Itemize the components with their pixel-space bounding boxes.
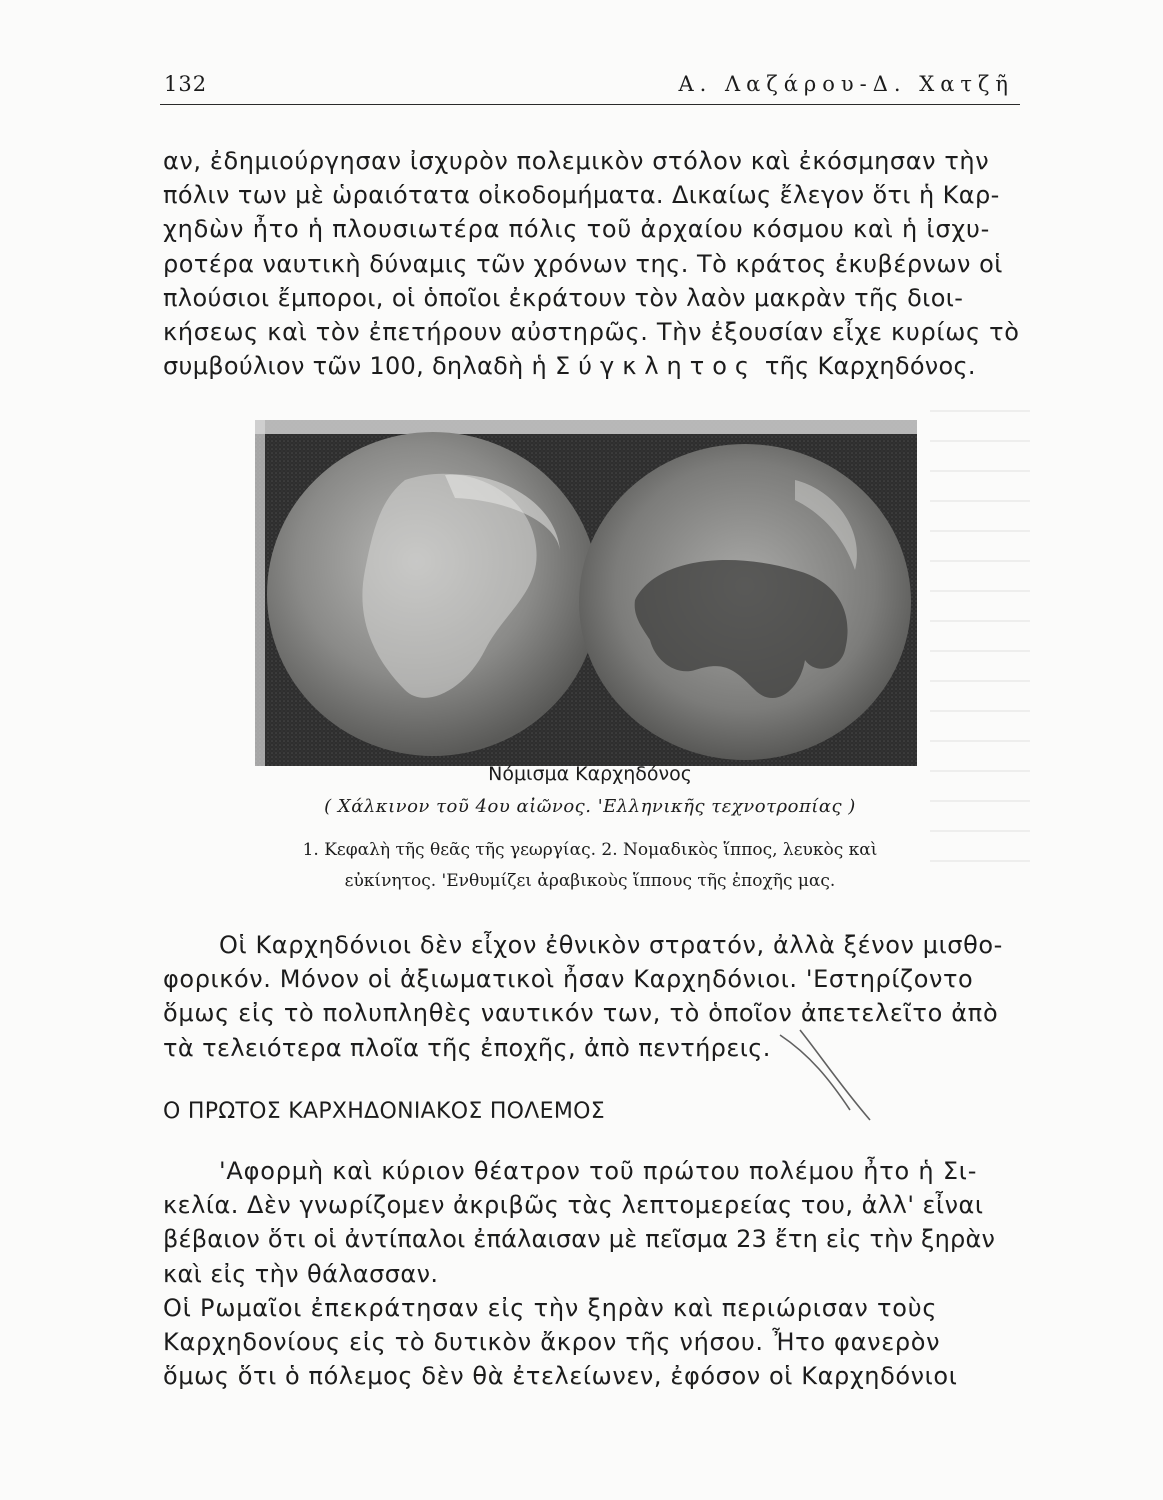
page-number: 132 <box>164 72 208 96</box>
pen-mark <box>770 1025 880 1125</box>
text-line: χηδὼν ἦτο ἡ πλουσιωτέρα πόλις τοῦ ἀρχαίου κόσμου καὶ ἡ ἰσχυ- <box>163 215 991 244</box>
text-line: 'Αφορμὴ καὶ κύριον θέατρον τοῦ πρώτου πολέμου ἦτο ἡ Σι- <box>219 1157 978 1185</box>
text-segment: τῆς Καρχηδόνος. <box>756 352 976 381</box>
show-through-text <box>930 410 1030 890</box>
paragraph-first-war <box>163 1154 1020 1291</box>
text-segment: συμβούλιον τῶν 100, δηλαδὴ ἡ <box>163 352 555 381</box>
text-line-last <box>163 349 1020 383</box>
text-line: Καρχηδονίους εἰς τὸ δυτικὸν ἄκρον τῆς νήσου. Ἦτο φανερὸν <box>163 1328 941 1357</box>
text-line: τὰ τελειότερα πλοῖα τῆς ἐποχῆς, ἀπὸ πεντήρεις. <box>163 1033 771 1062</box>
caption-note-line: 1. Κεφαλὴ τῆς θεᾶς τῆς γεωργίας. 2. Νομαδικὸς ἵππος, λευκὸς καὶ <box>302 840 878 860</box>
text-line: αν, ἐδημιούργησαν ἰσχυρὸν πολεμικὸν στόλον καὶ ἐκόσμησαν τὴν <box>163 147 990 175</box>
running-head: Α. Λαζάρου-Δ. Χατζῆ <box>678 72 1014 96</box>
text-line: πόλιν των μὲ ὡραιότατα οἰκοδομήματα. Δικαίως ἔλεγον ὅτι ἡ Καρ- <box>163 181 1000 210</box>
figure-caption-subtitle: ( Χάλκινον τοῦ 4ου αἰῶνος. 'Ελληνικῆς τεχνοτροπίας ) <box>324 796 856 817</box>
spaced-word-senate: Σύγκλητος <box>554 352 757 381</box>
text-line: κελία. Δὲν γνωρίζομεν ἀκριβῶς τὰς λεπτομερείας του, ἀλλ' εἶναι <box>163 1191 984 1220</box>
figure-caption-note <box>240 835 940 897</box>
text-line: καὶ εἰς τὴν θάλασσαν. <box>163 1259 439 1288</box>
text-line: βέβαιον ὅτι οἱ ἀντίπαλοι ἐπάλαισαν μὲ πεῖσμα 23 ἔτη εἰς τὴν ξηρὰν <box>163 1225 996 1254</box>
figure-caption-title: Νόμισμα Καρχηδόνος <box>488 763 692 785</box>
paragraph-romans-prevail <box>163 1291 1020 1394</box>
coin-photograph <box>255 420 917 766</box>
section-heading: Ο ΠΡΩΤΟΣ ΚΑΡΧΗΔΟΝΙΑΚΟΣ ΠΟΛΕΜΟΣ <box>163 1099 605 1124</box>
coin-image <box>255 420 917 766</box>
text-line: Οἱ Καρχηδόνιοι δὲν εἶχον ἐθνικὸν στρατόν, ἀλλὰ ξένον μισθο- <box>219 931 1003 959</box>
page-header <box>160 70 1020 105</box>
paragraph-carthage-army <box>163 928 1020 1065</box>
text-line: πλούσιοι ἔμποροι, οἱ ὁποῖοι ἐκράτουν τὸν λαὸν μακρὰν τῆς διοι- <box>163 283 964 312</box>
text-line: κήσεως καὶ τὸν ἐπετήρουν αὐστηρῶς. Τὴν ἐξουσίαν εἶχε κυρίως τὸ <box>163 318 1020 347</box>
text-line: ροτέρα ναυτικὴ δύναμις τῶν χρόνων της. Τὸ κράτος ἐκυβέρνων οἱ <box>163 249 1003 278</box>
caption-note-line: εὐκίνητος. 'Ενθυμίζει ἀραβικοὺς ἵππους τῆς ἐποχῆς μας. <box>344 871 836 891</box>
paragraph-carthage-fleet <box>163 144 1020 383</box>
text-line: ὅμως ὅτι ὁ πόλεμος δὲν θὰ ἐτελείωνεν, ἐφόσον οἱ Καρχηδόνιοι <box>163 1362 958 1391</box>
text-line: ὅμως εἰς τὸ πολυπληθὲς ναυτικόν των, τὸ ὁποῖον ἀπετελεῖτο ἀπὸ <box>163 999 999 1028</box>
text-line: φορικόν. Μόνον οἱ ἀξιωματικοὶ ἦσαν Καρχηδόνιοι. 'Εστηρίζοντο <box>163 965 974 994</box>
text-line: Οἱ Ρωμαῖοι ἐπεκράτησαν εἰς τὴν ξηρὰν καὶ περιώρισαν τοὺς <box>163 1294 938 1322</box>
